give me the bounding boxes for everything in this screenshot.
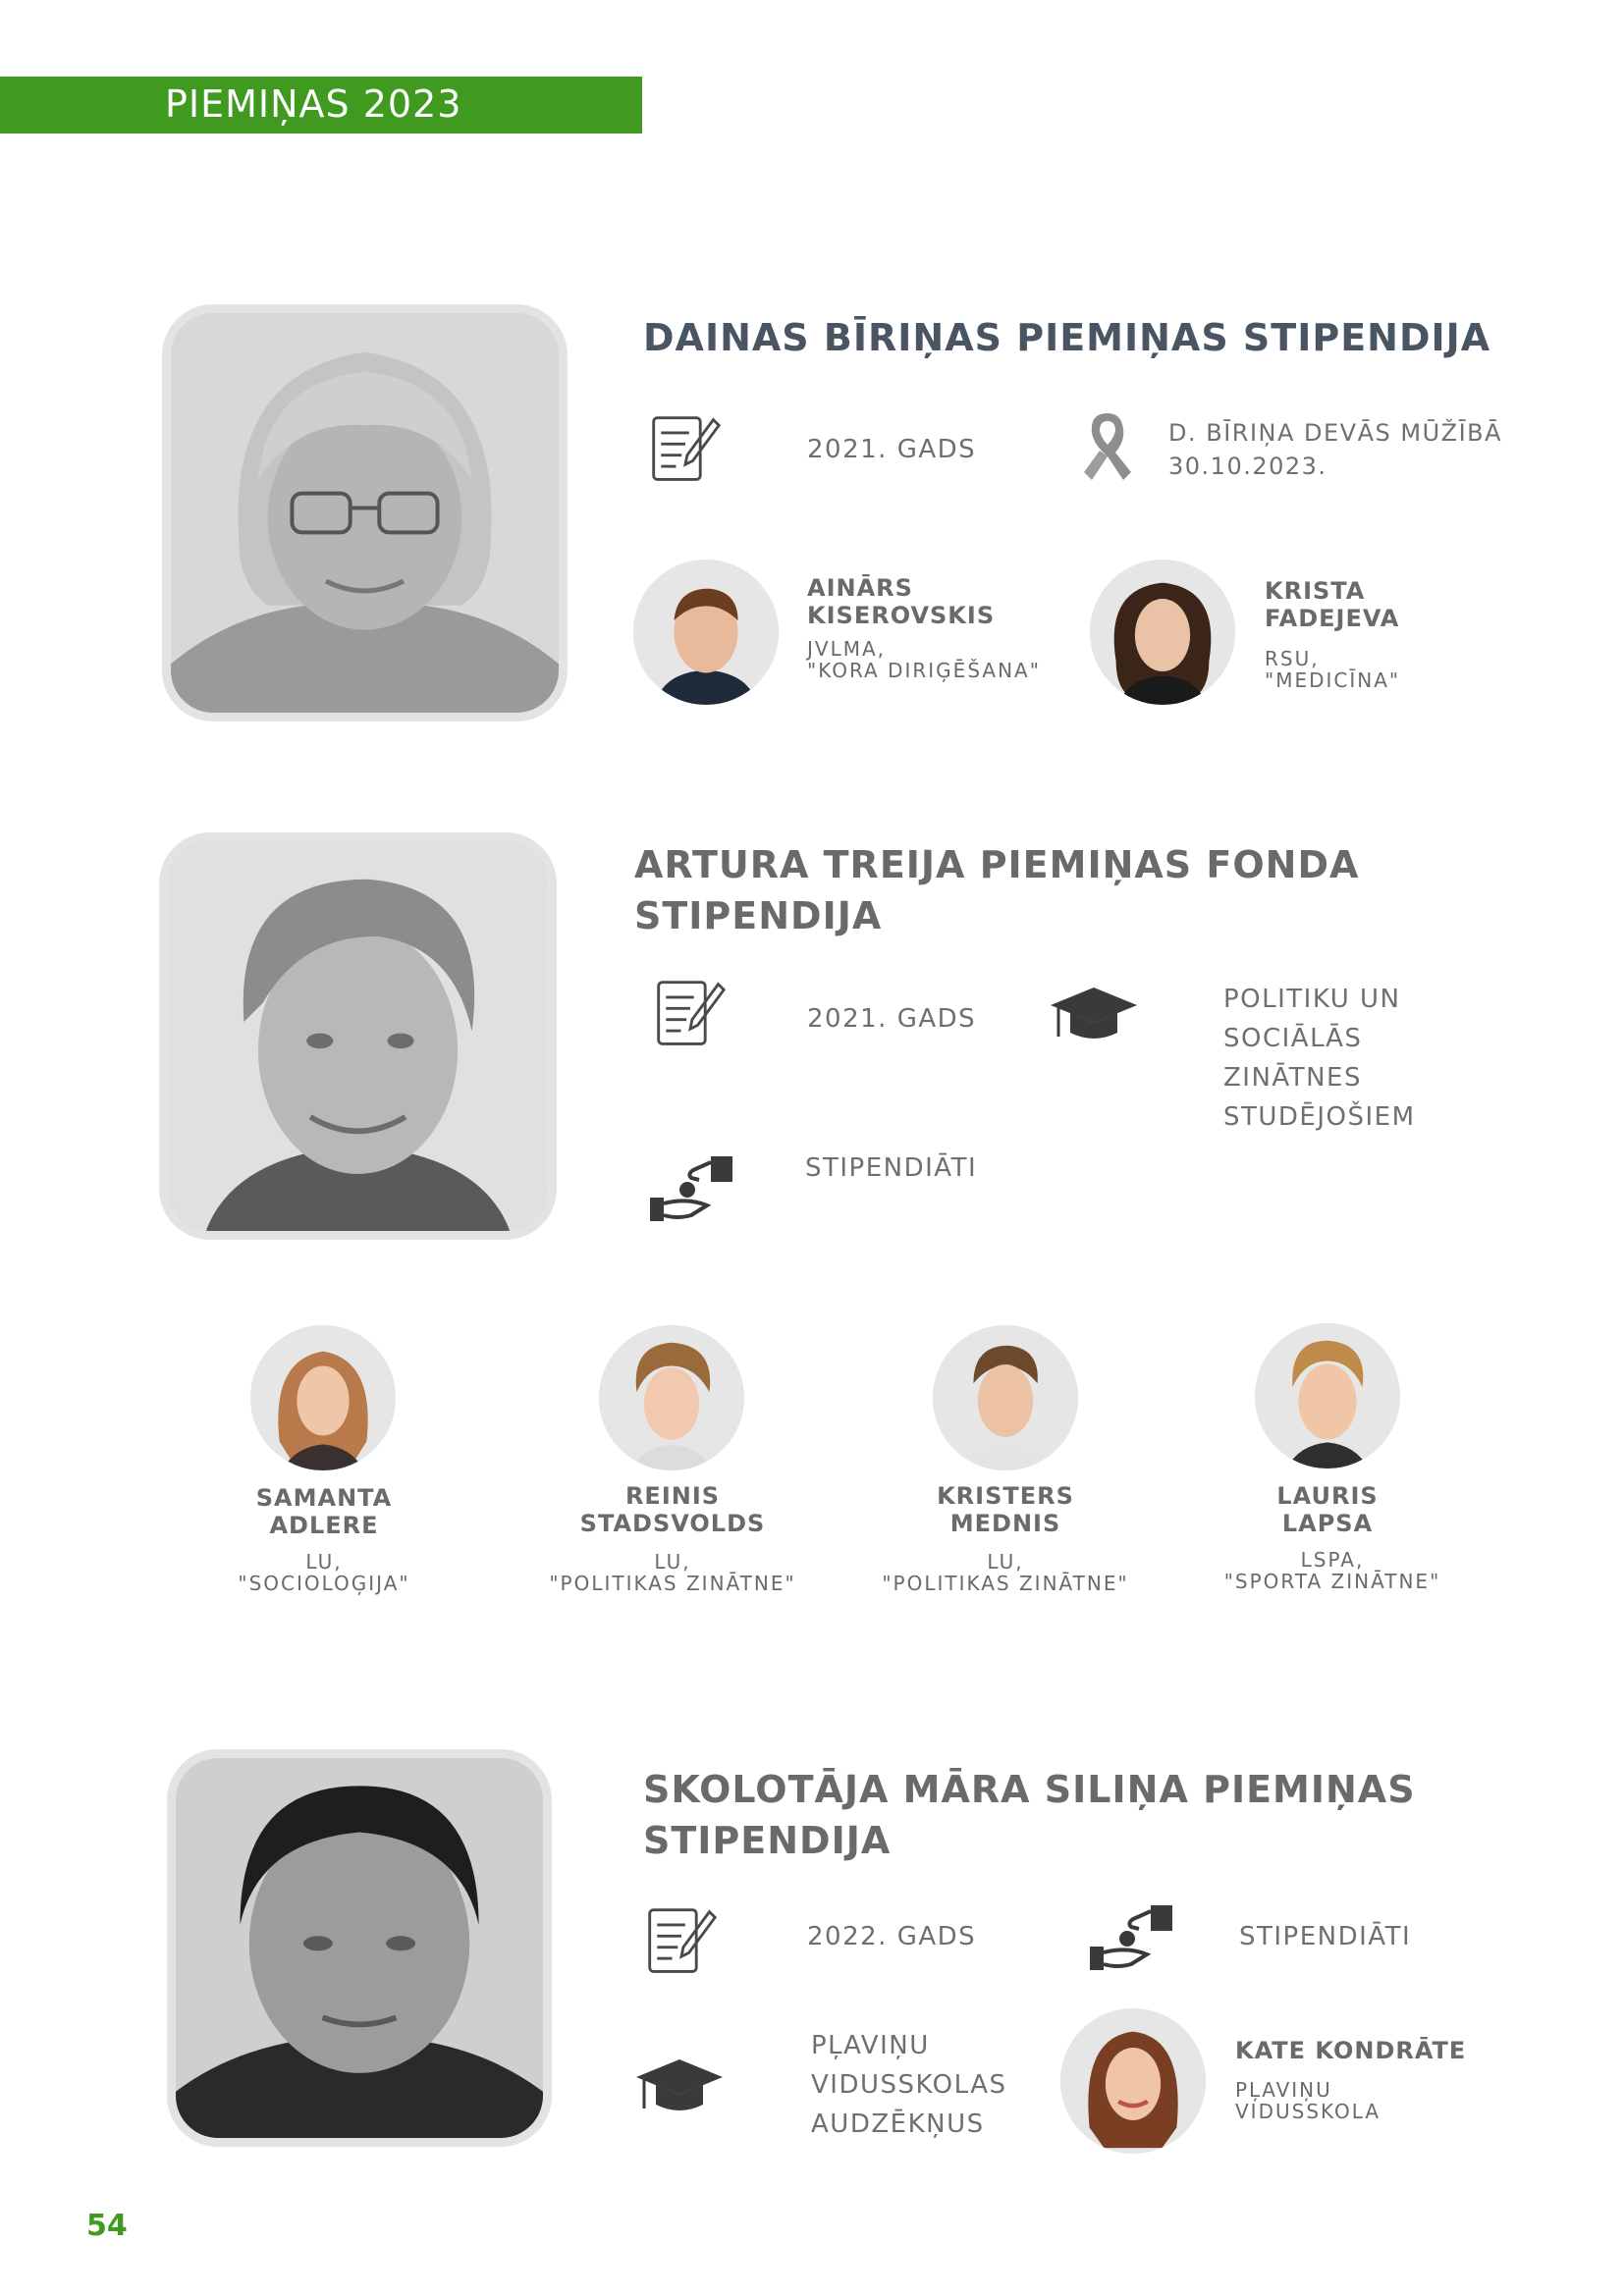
recipient-detail [1235,2079,1380,2122]
recipient-program: "POLITIKAS ZINĀTNE" [882,1572,1129,1595]
recipients-label: STIPENDIĀTI [805,1153,978,1183]
scholarship-title: DAINAS BĪRIŅAS PIEMIŅAS STIPENDIJA [643,316,1491,359]
ribbon-icon [1080,407,1135,486]
recipient-institution: LU, [987,1550,1024,1574]
recipient-first-name: SAMANTA [255,1484,393,1512]
target-line: VIDUSSKOLAS [811,2070,1007,2100]
recipient-last-name: KISEROVSKIS [807,602,996,629]
recipient-last-name: LAPSA [1281,1510,1374,1537]
recipient-program: "SPORTA ZINĀTNE" [1223,1570,1441,1593]
memorial-portrait-treijs [159,832,557,1240]
recipient-last-name: MEDNIS [949,1510,1061,1537]
title-line: SKOLOTĀJA MĀRA SILIŅA PIEMIŅAS [643,1768,1416,1811]
memorial-date: 30.10.2023. [1168,453,1327,480]
recipient-institution: LSPA, [1300,1548,1365,1572]
recipient-first-name: LAURIS [1276,1482,1379,1510]
target-line: POLITIKU UN [1223,985,1401,1014]
avatar [1090,560,1235,705]
recipient-detail [807,638,1041,681]
recipient-institution: LU, [654,1550,691,1574]
recipient-first-name: KRISTERS [937,1482,1074,1510]
scholarship-title [643,1764,1416,1866]
target-line: SOCIĀLĀS [1223,1024,1363,1053]
recipient-school-line: VIDUSSKOLA [1235,2100,1381,2123]
recipient-name [1265,577,1399,632]
title-line: STIPENDIJA [634,894,883,937]
memorial-line: D. BĪRIŅA DEVĀS MŪŽĪBĀ [1168,419,1503,447]
recipient-program: "MEDICĪNA" [1265,668,1401,692]
recipient-name [1210,1482,1445,1537]
recipient-detail [530,1551,815,1594]
avatar [250,1325,396,1470]
page-number: 54 [86,2209,128,2243]
recipient-name [545,1482,800,1537]
recipient-last-name: ADLERE [269,1512,379,1539]
recipient-last-name: STADSVOLDS [579,1510,766,1537]
document-pen-icon [653,977,728,1051]
graduation-cap-icon [634,2054,725,2120]
title-line: STIPENDIJA [643,1819,892,1862]
memorial-portrait-birina [162,304,568,721]
avatar [933,1325,1078,1470]
recipient-first-name: KRISTA [1265,577,1366,605]
scholarship-title [634,839,1359,941]
title-line: ARTURA TREIJA PIEMIŅAS FONDA [634,843,1360,886]
recipient-detail [1265,648,1400,691]
year-label: 2021. GADS [807,1004,977,1034]
target-group [1223,980,1416,1137]
target-line: ZINĀTNES [1223,1063,1362,1093]
recipient-name: KATE KONDRĀTE [1235,2037,1467,2064]
recipient-detail [1190,1549,1475,1592]
recipient-detail [863,1551,1148,1594]
target-line: PĻAVIŅU [811,2031,930,2060]
avatar [1255,1323,1400,1468]
document-pen-icon [648,412,723,487]
recipient-first-name: AINĀRS [807,574,913,602]
year-label: 2022. GADS [807,1922,977,1951]
recipient-detail [187,1551,461,1594]
recipient-institution: RSU, [1265,647,1320,670]
memorial-note [1168,416,1502,483]
target-line: STUDĒJOŠIEM [1223,1102,1416,1132]
recipient-institution: JVLMA, [807,637,887,661]
target-line: AUDZĒKŅUS [811,2109,985,2139]
avatar [599,1325,744,1470]
graduation-cap-icon [1049,982,1139,1048]
recipient-program: "POLITIKAS ZINĀTNE" [549,1572,796,1595]
hand-coin-icon [1088,1899,1178,1976]
year-label: 2021. GADS [807,435,977,464]
avatar [633,560,779,705]
recipient-institution: LU, [305,1550,343,1574]
memorial-portrait-silins [167,1749,552,2147]
avatar [1060,2008,1206,2154]
document-pen-icon [644,1904,719,1979]
recipient-program: "SOCIOLOĢIJA" [238,1572,410,1595]
section-title: PIEMIŅAS 2023 [165,82,462,126]
hand-coin-icon [648,1150,738,1227]
recipient-name [807,574,995,629]
recipient-name [888,1482,1123,1537]
recipient-school-line: PĻAVIŅU [1235,2078,1332,2102]
target-group [811,2026,1006,2144]
recipient-program: "KORA DIRIĢĒŠANA" [807,659,1041,682]
recipient-last-name: FADEJEVA [1265,605,1400,632]
recipient-name [206,1484,442,1539]
recipients-label: STIPENDIĀTI [1239,1922,1412,1951]
recipient-first-name: REINIS [624,1482,721,1510]
